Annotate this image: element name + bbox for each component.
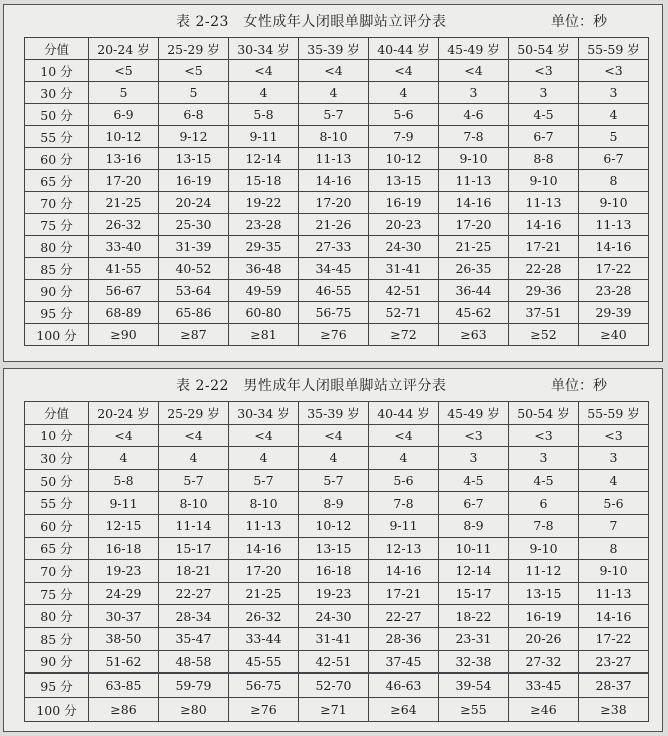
time-range-cell: 52-70: [299, 674, 369, 698]
time-range-cell: 28-37: [579, 674, 649, 698]
time-range-cell: 11-13: [439, 170, 509, 192]
time-range-cell: 17-20: [229, 560, 299, 583]
time-range-cell: <3: [579, 424, 649, 447]
time-range-cell: 46-63: [369, 674, 439, 698]
time-range-cell: 13-15: [369, 170, 439, 192]
time-range-cell: 13-15: [509, 582, 579, 605]
time-range-cell: 26-35: [439, 258, 509, 280]
table-row: [25, 627, 649, 650]
time-range-cell: 33-45: [509, 674, 579, 698]
score-cell: 70 分: [25, 560, 89, 583]
time-range-cell: 22-27: [369, 605, 439, 628]
time-range-cell: ≥63: [439, 324, 509, 346]
time-range-cell: 9-10: [509, 170, 579, 192]
time-range-cell: 15-17: [159, 537, 229, 560]
table-row: [25, 514, 649, 537]
age-group-header: 35-39 岁: [299, 38, 369, 60]
time-range-cell: 45-62: [439, 302, 509, 324]
time-range-cell: 4: [159, 447, 229, 470]
time-range-cell: 10-12: [299, 514, 369, 537]
age-group-header: 25-29 岁: [159, 38, 229, 60]
time-range-cell: 8: [579, 537, 649, 560]
age-group-header: 40-44 岁: [369, 38, 439, 60]
time-range-cell: 9-11: [89, 492, 159, 515]
time-range-cell: 16-18: [299, 560, 369, 583]
header-row: [25, 402, 649, 425]
time-range-cell: 30-37: [89, 605, 159, 628]
time-range-cell: 23-28: [579, 280, 649, 302]
age-group-header: 50-54 岁: [509, 38, 579, 60]
time-range-cell: 10-12: [369, 148, 439, 170]
time-range-cell: ≥80: [159, 698, 229, 722]
time-range-cell: 24-30: [299, 605, 369, 628]
time-range-cell: 42-51: [369, 280, 439, 302]
time-range-cell: 33-44: [229, 627, 299, 650]
time-range-cell: 23-31: [439, 627, 509, 650]
time-range-cell: 29-39: [579, 302, 649, 324]
time-range-cell: ≥76: [229, 698, 299, 722]
score-cell: 95 分: [25, 674, 89, 698]
time-range-cell: 4: [299, 447, 369, 470]
time-range-cell: 16-18: [89, 537, 159, 560]
time-range-cell: ≥72: [369, 324, 439, 346]
time-range-cell: 14-16: [579, 236, 649, 258]
score-cell: 95 分: [25, 302, 89, 324]
time-range-cell: 56-75: [229, 674, 299, 698]
time-range-cell: ≥55: [439, 698, 509, 722]
score-cell: 30 分: [25, 447, 89, 470]
age-group-header: 20-24 岁: [89, 402, 159, 425]
time-range-cell: 11-13: [509, 192, 579, 214]
time-range-cell: 21-25: [229, 582, 299, 605]
male-score-panel: [3, 368, 663, 732]
time-range-cell: 25-30: [159, 214, 229, 236]
time-range-cell: <3: [509, 424, 579, 447]
time-range-cell: 5-6: [369, 104, 439, 126]
time-range-cell: <4: [229, 424, 299, 447]
time-range-cell: 20-26: [509, 627, 579, 650]
female-table-title: 表 2-23 女性成年人闭眼单脚站立评分表: [176, 14, 447, 30]
table-row: [25, 60, 649, 82]
time-range-cell: 20-24: [159, 192, 229, 214]
time-range-cell: 11-13: [229, 514, 299, 537]
time-range-cell: 7-9: [369, 126, 439, 148]
age-group-header: 55-59 岁: [579, 38, 649, 60]
time-range-cell: 24-29: [89, 582, 159, 605]
time-range-cell: 8: [579, 170, 649, 192]
time-range-cell: 7: [579, 514, 649, 537]
time-range-cell: 20-23: [369, 214, 439, 236]
time-range-cell: 4: [229, 447, 299, 470]
time-range-cell: 5-7: [159, 469, 229, 492]
time-range-cell: 4-5: [509, 469, 579, 492]
time-range-cell: 11-13: [579, 582, 649, 605]
time-range-cell: 5: [159, 82, 229, 104]
time-range-cell: 4: [579, 104, 649, 126]
time-range-cell: 31-41: [299, 627, 369, 650]
time-range-cell: 6-7: [439, 492, 509, 515]
score-column-header: 分值: [25, 402, 89, 425]
score-cell: 80 分: [25, 236, 89, 258]
time-range-cell: ≥46: [509, 698, 579, 722]
score-cell: 10 分: [25, 424, 89, 447]
time-range-cell: 23-28: [229, 214, 299, 236]
age-group-header: 25-29 岁: [159, 402, 229, 425]
time-range-cell: 13-16: [89, 148, 159, 170]
score-cell: 55 分: [25, 126, 89, 148]
time-range-cell: 29-35: [229, 236, 299, 258]
time-range-cell: 3: [579, 447, 649, 470]
time-range-cell: 27-33: [299, 236, 369, 258]
age-group-header: 50-54 岁: [509, 402, 579, 425]
time-range-cell: 11-12: [509, 560, 579, 583]
time-range-cell: <4: [89, 424, 159, 447]
time-range-cell: 14-16: [439, 192, 509, 214]
time-range-cell: 14-16: [509, 214, 579, 236]
score-cell: 50 分: [25, 104, 89, 126]
score-cell: 80 分: [25, 605, 89, 628]
time-range-cell: 49-59: [229, 280, 299, 302]
time-range-cell: <4: [369, 60, 439, 82]
time-range-cell: ≥90: [89, 324, 159, 346]
female-table-unit: 单位：秒: [551, 14, 607, 30]
time-range-cell: 8-10: [299, 126, 369, 148]
score-cell: 55 分: [25, 492, 89, 515]
time-range-cell: <4: [369, 424, 439, 447]
table-row: [25, 104, 649, 126]
time-range-cell: <4: [299, 424, 369, 447]
time-range-cell: 59-79: [159, 674, 229, 698]
time-range-cell: 12-13: [369, 537, 439, 560]
female-score-table: [24, 37, 649, 346]
time-range-cell: 12-15: [89, 514, 159, 537]
time-range-cell: 37-51: [509, 302, 579, 324]
time-range-cell: ≥52: [509, 324, 579, 346]
age-group-header: 45-49 岁: [439, 38, 509, 60]
time-range-cell: 17-22: [579, 258, 649, 280]
time-range-cell: ≥38: [579, 698, 649, 722]
time-range-cell: 10-12: [89, 126, 159, 148]
score-cell: 60 分: [25, 148, 89, 170]
time-range-cell: 46-55: [299, 280, 369, 302]
time-range-cell: <3: [439, 424, 509, 447]
time-range-cell: 42-51: [299, 650, 369, 673]
score-cell: 75 分: [25, 214, 89, 236]
time-range-cell: 27-32: [509, 650, 579, 673]
time-range-cell: 5-7: [299, 469, 369, 492]
time-range-cell: 16-19: [369, 192, 439, 214]
age-group-header: 45-49 岁: [439, 402, 509, 425]
time-range-cell: 6-7: [509, 126, 579, 148]
time-range-cell: 56-75: [299, 302, 369, 324]
time-range-cell: 53-64: [159, 280, 229, 302]
time-range-cell: 19-23: [299, 582, 369, 605]
time-range-cell: 15-18: [229, 170, 299, 192]
time-range-cell: 3: [579, 82, 649, 104]
time-range-cell: 10-11: [439, 537, 509, 560]
time-range-cell: 51-62: [89, 650, 159, 673]
table-row: [25, 469, 649, 492]
male-table-unit: 单位：秒: [551, 378, 607, 394]
time-range-cell: 37-45: [369, 650, 439, 673]
time-range-cell: 4-6: [439, 104, 509, 126]
table-row: [25, 537, 649, 560]
age-group-header: 30-34 岁: [229, 402, 299, 425]
score-cell: 60 分: [25, 514, 89, 537]
table-row: [25, 605, 649, 628]
table-row: [25, 302, 649, 324]
time-range-cell: 31-41: [369, 258, 439, 280]
male-score-table-continued: [24, 673, 649, 722]
time-range-cell: 19-23: [89, 560, 159, 583]
time-range-cell: 19-22: [229, 192, 299, 214]
time-range-cell: 38-50: [89, 627, 159, 650]
time-range-cell: 3: [509, 82, 579, 104]
time-range-cell: 22-27: [159, 582, 229, 605]
time-range-cell: 14-16: [579, 605, 649, 628]
time-range-cell: 7-8: [509, 514, 579, 537]
time-range-cell: 14-16: [369, 560, 439, 583]
time-range-cell: 11-14: [159, 514, 229, 537]
time-range-cell: 8-10: [159, 492, 229, 515]
time-range-cell: 14-16: [299, 170, 369, 192]
time-range-cell: 56-67: [89, 280, 159, 302]
table-row: [25, 82, 649, 104]
time-range-cell: 52-71: [369, 302, 439, 324]
age-group-header: 20-24 岁: [89, 38, 159, 60]
table-row: [25, 492, 649, 515]
time-range-cell: <5: [89, 60, 159, 82]
age-group-header: 35-39 岁: [299, 402, 369, 425]
time-range-cell: ≥64: [369, 698, 439, 722]
time-range-cell: 8-9: [299, 492, 369, 515]
time-range-cell: 26-32: [229, 605, 299, 628]
female-table-caption: [4, 9, 662, 35]
table-row: [25, 674, 649, 698]
age-group-header: 55-59 岁: [579, 402, 649, 425]
time-range-cell: 21-26: [299, 214, 369, 236]
female-score-panel: [3, 4, 663, 362]
time-range-cell: 5-7: [299, 104, 369, 126]
time-range-cell: 7-8: [369, 492, 439, 515]
time-range-cell: 45-55: [229, 650, 299, 673]
score-cell: 10 分: [25, 60, 89, 82]
time-range-cell: 5-6: [579, 492, 649, 515]
score-cell: 30 分: [25, 82, 89, 104]
time-range-cell: 22-28: [509, 258, 579, 280]
time-range-cell: 5: [579, 126, 649, 148]
table-row: [25, 560, 649, 583]
time-range-cell: 12-14: [439, 560, 509, 583]
time-range-cell: 4: [579, 469, 649, 492]
time-range-cell: 63-85: [89, 674, 159, 698]
time-range-cell: 17-22: [579, 627, 649, 650]
score-cell: 100 分: [25, 698, 89, 722]
time-range-cell: 28-34: [159, 605, 229, 628]
time-range-cell: 29-36: [509, 280, 579, 302]
time-range-cell: 9-11: [369, 514, 439, 537]
time-range-cell: 39-54: [439, 674, 509, 698]
time-range-cell: 3: [439, 447, 509, 470]
score-cell: 50 分: [25, 469, 89, 492]
score-cell: 90 分: [25, 280, 89, 302]
table-row: [25, 192, 649, 214]
time-range-cell: 33-40: [89, 236, 159, 258]
time-range-cell: 4: [229, 82, 299, 104]
time-range-cell: 23-27: [579, 650, 649, 673]
time-range-cell: 8-8: [509, 148, 579, 170]
time-range-cell: 12-14: [229, 148, 299, 170]
table-row: [25, 236, 649, 258]
time-range-cell: 9-10: [439, 148, 509, 170]
table-row: [25, 280, 649, 302]
table-row: [25, 698, 649, 722]
time-range-cell: 36-44: [439, 280, 509, 302]
score-cell: 65 分: [25, 170, 89, 192]
time-range-cell: 4: [369, 82, 439, 104]
time-range-cell: 6-8: [159, 104, 229, 126]
male-score-table: [24, 401, 649, 673]
male-table-caption: [4, 373, 662, 399]
time-range-cell: 5-8: [229, 104, 299, 126]
time-range-cell: 4: [299, 82, 369, 104]
time-range-cell: 5-7: [229, 469, 299, 492]
table-row: [25, 126, 649, 148]
time-range-cell: 18-21: [159, 560, 229, 583]
time-range-cell: 6: [509, 492, 579, 515]
time-range-cell: 17-20: [299, 192, 369, 214]
score-cell: 65 分: [25, 537, 89, 560]
score-cell: 100 分: [25, 324, 89, 346]
time-range-cell: 5: [89, 82, 159, 104]
time-range-cell: 13-15: [159, 148, 229, 170]
time-range-cell: 9-10: [509, 537, 579, 560]
time-range-cell: 26-32: [89, 214, 159, 236]
time-range-cell: ≥40: [579, 324, 649, 346]
time-range-cell: 4: [369, 447, 439, 470]
time-range-cell: ≥76: [299, 324, 369, 346]
male-table-title: 表 2-22 男性成年人闭眼单脚站立评分表: [176, 378, 447, 394]
time-range-cell: <4: [159, 424, 229, 447]
table-row: [25, 324, 649, 346]
time-range-cell: 21-25: [439, 236, 509, 258]
time-range-cell: 9-12: [159, 126, 229, 148]
table-row: [25, 447, 649, 470]
table-row: [25, 214, 649, 236]
time-range-cell: 7-8: [439, 126, 509, 148]
score-cell: 85 分: [25, 258, 89, 280]
time-range-cell: 68-89: [89, 302, 159, 324]
time-range-cell: <3: [579, 60, 649, 82]
time-range-cell: 13-15: [299, 537, 369, 560]
time-range-cell: 31-39: [159, 236, 229, 258]
score-cell: 90 分: [25, 650, 89, 673]
time-range-cell: 18-22: [439, 605, 509, 628]
time-range-cell: 32-38: [439, 650, 509, 673]
time-range-cell: 8-9: [439, 514, 509, 537]
time-range-cell: 17-21: [369, 582, 439, 605]
time-range-cell: 17-21: [509, 236, 579, 258]
time-range-cell: ≥87: [159, 324, 229, 346]
time-range-cell: <4: [439, 60, 509, 82]
time-range-cell: <4: [299, 60, 369, 82]
header-row: [25, 38, 649, 60]
table-row: [25, 258, 649, 280]
time-range-cell: 16-19: [509, 605, 579, 628]
time-range-cell: 60-80: [229, 302, 299, 324]
time-range-cell: 14-16: [229, 537, 299, 560]
time-range-cell: 17-20: [439, 214, 509, 236]
score-cell: 70 分: [25, 192, 89, 214]
time-range-cell: 40-52: [159, 258, 229, 280]
table-row: [25, 650, 649, 673]
time-range-cell: 11-13: [299, 148, 369, 170]
score-cell: 85 分: [25, 627, 89, 650]
time-range-cell: 4-5: [509, 104, 579, 126]
time-range-cell: ≥71: [299, 698, 369, 722]
time-range-cell: <4: [229, 60, 299, 82]
time-range-cell: 8-10: [229, 492, 299, 515]
time-range-cell: 6-7: [579, 148, 649, 170]
time-range-cell: 36-48: [229, 258, 299, 280]
time-range-cell: <5: [159, 60, 229, 82]
time-range-cell: 5-8: [89, 469, 159, 492]
time-range-cell: 17-20: [89, 170, 159, 192]
score-column-header: 分值: [25, 38, 89, 60]
time-range-cell: ≥81: [229, 324, 299, 346]
age-group-header: 30-34 岁: [229, 38, 299, 60]
time-range-cell: 16-19: [159, 170, 229, 192]
time-range-cell: 15-17: [439, 582, 509, 605]
time-range-cell: 11-13: [579, 214, 649, 236]
score-cell: 75 分: [25, 582, 89, 605]
time-range-cell: 48-58: [159, 650, 229, 673]
time-range-cell: 21-25: [89, 192, 159, 214]
table-row: [25, 582, 649, 605]
time-range-cell: 4: [89, 447, 159, 470]
table-row: [25, 424, 649, 447]
time-range-cell: 5-6: [369, 469, 439, 492]
time-range-cell: 41-55: [89, 258, 159, 280]
time-range-cell: 24-30: [369, 236, 439, 258]
time-range-cell: 3: [439, 82, 509, 104]
time-range-cell: 9-11: [229, 126, 299, 148]
time-range-cell: 9-10: [579, 560, 649, 583]
table-row: [25, 148, 649, 170]
time-range-cell: 28-36: [369, 627, 439, 650]
time-range-cell: 65-86: [159, 302, 229, 324]
time-range-cell: ≥86: [89, 698, 159, 722]
age-group-header: 40-44 岁: [369, 402, 439, 425]
time-range-cell: 34-45: [299, 258, 369, 280]
time-range-cell: 4-5: [439, 469, 509, 492]
time-range-cell: 35-47: [159, 627, 229, 650]
table-row: [25, 170, 649, 192]
time-range-cell: <3: [509, 60, 579, 82]
time-range-cell: 9-10: [579, 192, 649, 214]
time-range-cell: 6-9: [89, 104, 159, 126]
time-range-cell: 3: [509, 447, 579, 470]
